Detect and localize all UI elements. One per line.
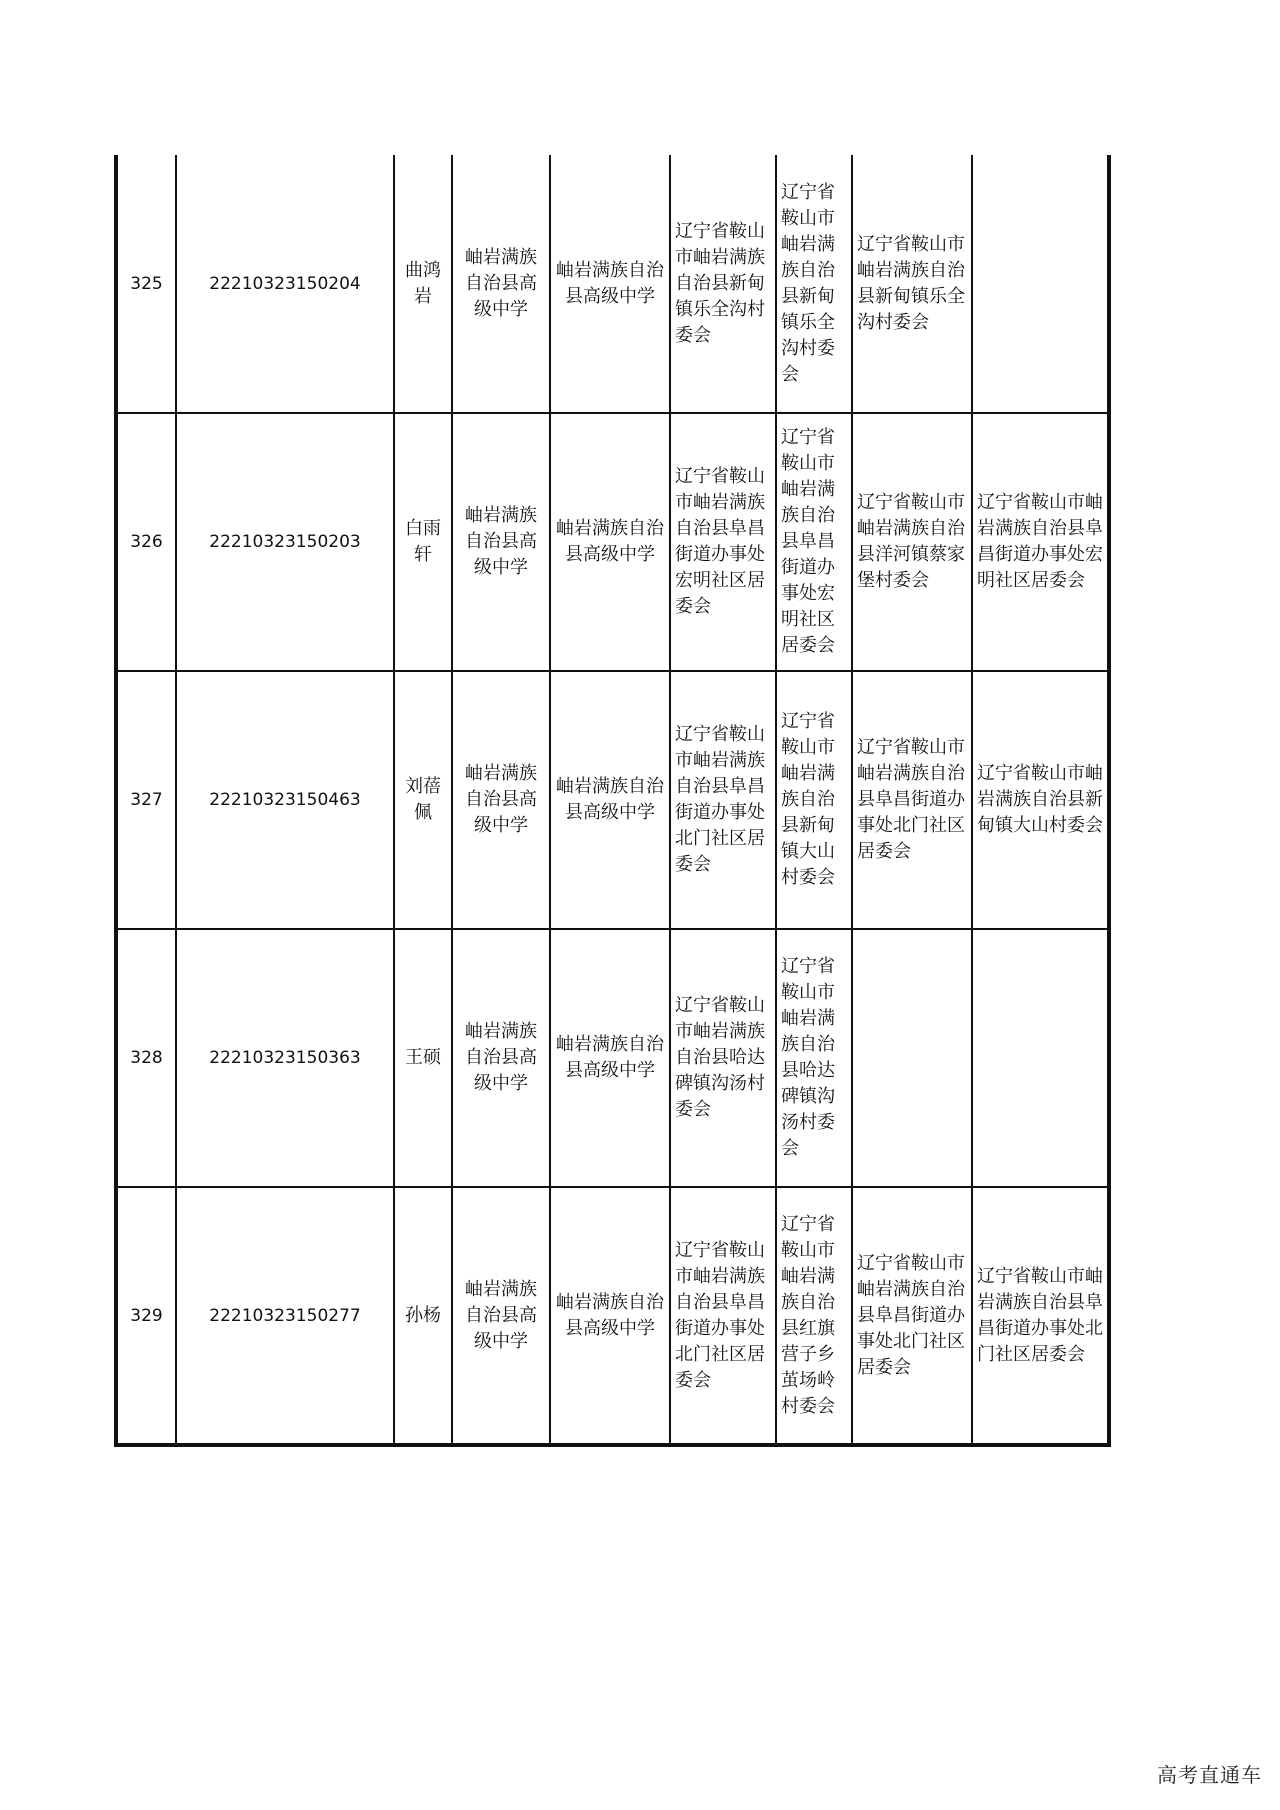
candidate-id-cell: 22210323150463	[176, 671, 394, 929]
school-cell: 岫岩满族自治县高级中学	[550, 929, 670, 1187]
school-cell: 岫岩满族自治县高级中学	[550, 671, 670, 929]
address-cell: 辽宁省鞍山市岫岩满族自治县新甸镇乐全沟村委会	[670, 155, 776, 413]
address-cell: 辽宁省鞍山市岫岩满族自治县阜昌街道办事处宏明社区居委会	[670, 413, 776, 671]
school-cell: 岫岩满族自治县高级中学	[452, 1187, 550, 1445]
address-cell: 辽宁省鞍山市岫岩满族自治县新甸镇乐全沟村委会	[852, 155, 972, 413]
address-cell: 辽宁省鞍山市岫岩满族自治县阜昌街道办事处宏明社区居委会	[972, 413, 1109, 671]
address-cell: 辽宁省鞍山市岫岩满族自治县阜昌街道办事处北门社区居委会	[670, 1187, 776, 1445]
seq-cell: 329	[116, 1187, 176, 1445]
table-row	[116, 929, 1109, 1187]
table-row	[116, 413, 1109, 671]
candidate-id-cell: 22210323150277	[176, 1187, 394, 1445]
school-cell: 岫岩满族自治县高级中学	[452, 155, 550, 413]
name-cell: 刘蓓佩	[394, 671, 452, 929]
seq-cell: 328	[116, 929, 176, 1187]
school-cell: 岫岩满族自治县高级中学	[452, 929, 550, 1187]
address-cell: 辽宁省鞍山市岫岩满族自治县新甸镇大山村委会	[972, 671, 1109, 929]
seq-cell: 327	[116, 671, 176, 929]
school-cell: 岫岩满族自治县高级中学	[550, 413, 670, 671]
watermark: 高考直通车	[1157, 1763, 1262, 1787]
name-cell: 王硕	[394, 929, 452, 1187]
address-cell: 辽宁省鞍山市岫岩满族自治县哈达碑镇沟汤村委会	[776, 929, 852, 1187]
address-cell: 辽宁省鞍山市岫岩满族自治县哈达碑镇沟汤村委会	[670, 929, 776, 1187]
address-cell: 辽宁省鞍山市岫岩满族自治县阜昌街道办事处北门社区居委会	[852, 1187, 972, 1445]
address-cell: 辽宁省鞍山市岫岩满族自治县新甸镇大山村委会	[776, 671, 852, 929]
candidate-id-cell: 22210323150203	[176, 413, 394, 671]
address-cell: 辽宁省鞍山市岫岩满族自治县红旗营子乡茧场岭村委会	[776, 1187, 852, 1445]
school-cell: 岫岩满族自治县高级中学	[550, 1187, 670, 1445]
table-row	[116, 671, 1109, 929]
candidate-id-cell: 22210323150363	[176, 929, 394, 1187]
address-cell	[972, 155, 1109, 413]
seq-cell: 326	[116, 413, 176, 671]
address-cell: 辽宁省鞍山市岫岩满族自治县阜昌街道办事处宏明社区居委会	[776, 413, 852, 671]
school-cell: 岫岩满族自治县高级中学	[452, 413, 550, 671]
student-table	[114, 155, 1111, 1447]
address-cell: 辽宁省鞍山市岫岩满族自治县阜昌街道办事处北门社区居委会	[670, 671, 776, 929]
table-row	[116, 1187, 1109, 1445]
address-cell: 辽宁省鞍山市岫岩满族自治县阜昌街道办事处北门社区居委会	[972, 1187, 1109, 1445]
name-cell: 曲鸿岩	[394, 155, 452, 413]
table-row	[116, 155, 1109, 413]
address-cell: 辽宁省鞍山市岫岩满族自治县洋河镇蔡家堡村委会	[852, 413, 972, 671]
candidate-id-cell: 22210323150204	[176, 155, 394, 413]
school-cell: 岫岩满族自治县高级中学	[550, 155, 670, 413]
address-cell: 辽宁省鞍山市岫岩满族自治县新甸镇乐全沟村委会	[776, 155, 852, 413]
address-cell: 辽宁省鞍山市岫岩满族自治县阜昌街道办事处北门社区居委会	[852, 671, 972, 929]
name-cell: 白雨轩	[394, 413, 452, 671]
school-cell: 岫岩满族自治县高级中学	[452, 671, 550, 929]
address-cell	[972, 929, 1109, 1187]
name-cell: 孙杨	[394, 1187, 452, 1445]
address-cell	[852, 929, 972, 1187]
seq-cell: 325	[116, 155, 176, 413]
